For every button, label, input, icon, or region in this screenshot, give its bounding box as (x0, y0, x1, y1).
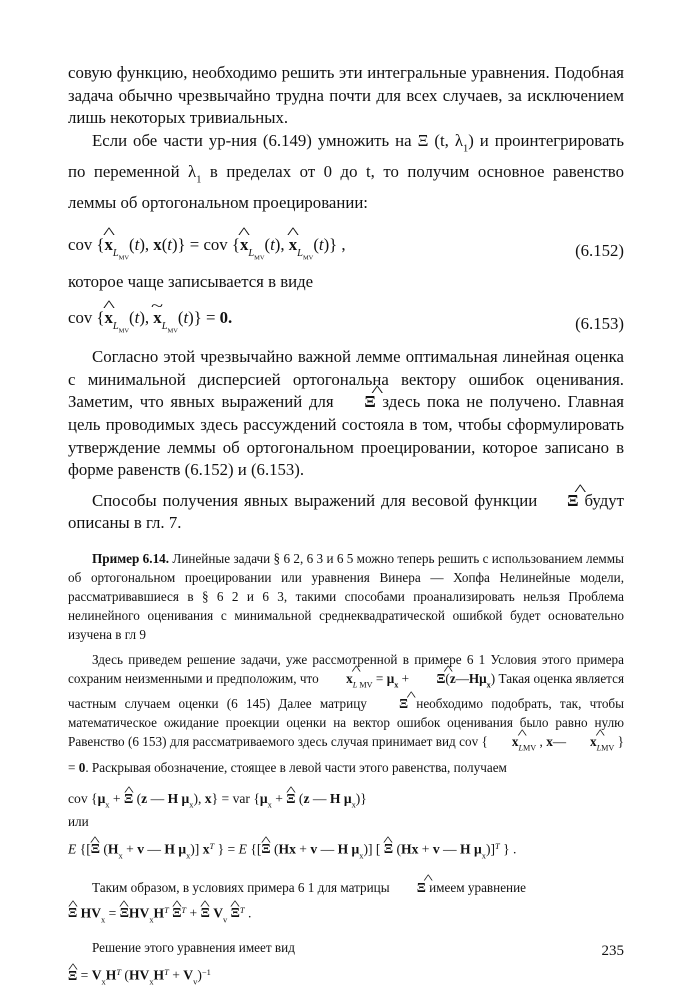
page-number: 235 (601, 943, 624, 959)
page-body (68, 62, 624, 986)
equation-solution: ^ $\Xi = V_xH^T$ $(HV_xH^T + V_v)^{-1}$ (68, 967, 624, 986)
equation-6-152 (68, 235, 624, 261)
paragraph-5: Способы получения явных выражений для весовой функции ^ Ξ будут описаны в гл. 7. (68, 490, 624, 535)
paragraph-4: Согласно этой чрезвычайно важной лемме оптимальная линейная оценка с минимальной дисперсией ортогональна вектору ошибок оценивания. Заметим, что явных выражений для ^ Ξ здесь пока не получено. Главная цель проводимых здесь рассуждений состояла в том, чтобы сформулировать утверждение леммы об ортогональном проецировании, которое записано в форме равенств (6.152) и (6.153). (68, 346, 624, 482)
example-label: Пример 6.14. (92, 550, 170, 566)
equation-6-153 (68, 308, 624, 334)
equation-expectation: E {[^ Ξ ($H_x + v$ — H $\mu_x$)] $x^T$ } = E {[^ Ξ (Hx + v — H $\mu_x$)] [ ^ Ξ (Hx + v — H $\mu_x)]^T$ } . (68, 841, 624, 860)
equation-6-152-number: (6.152) (575, 241, 624, 261)
paragraph-3: которое чаще записывается в виде (68, 272, 314, 292)
example-paragraph: Пример 6.14. Линейные задачи § 6 2, 6 3 и 6 5 можно теперь решить с использованием леммы об ортогональном проецировании или уравнения Винера — Хопфа Нелинейные модели, рассматривавшиеся в § 6 2 и 6 3, такими способами проанализировать нельзя Проблема нелинейного оценивания с минимальной среднеквадратической ошибкой будет основательно изучена в гл 9 (68, 550, 624, 642)
paragraph-matrix-equation: Таким образом, в условиях примера 6 1 для матрицы ^ Ξ имеем уравнение (68, 878, 624, 897)
paragraph-solution: Решение этого уравнения имеет вид (92, 940, 295, 955)
paragraph-1: совую функцию, необходимо решить эти интегральные уравнения. Подобная задача обычно чрезвычайно трудна почти для всех случаев, за исключением лишь некоторых тривиальных. (68, 63, 624, 128)
or-word: или (68, 813, 89, 829)
equation-6-153-number: (6.153) (575, 314, 624, 334)
equation-6-153-body: cov {^ $x_{L_{MV}}(t)$, ~ $x_{L_{MV}}(t)\} = 0$. (68, 308, 232, 334)
example-solution: Здесь приведем решение задачи, уже рассмотренной в примере 6 1 Условия этого примера сохраним неизменными и предположим, что ^ $x_{L MV} = \mu_x$ + ^ $\Xi(z—H\mu_x)$ Такая оценка является частным случаем оценки (6 145) Далее матрицу ^ Ξ необходимо подобрать, так, чтобы математическое ожидание проекции оценки на вектор ошибок оценивания было равно нулю Равенство (6 153) для рассматриваемого здесь случая принимает вид cov {^ $x_{LMV}$ , x—^ $x_{LMV}$ } = 0. Раскрывая обозначение, стоящее в левой части этого равенства, получаем (68, 650, 624, 777)
equation-matrix: ^ Ξ $HV_x$ = ^ $\Xi HV_xH^T$ ^ $\Xi^T$ + ^ Ξ $V_v$ ^ $\Xi^T$ . (68, 905, 624, 924)
equation-cov-expanded: cov {$\mu_x$ + ^ Ξ (z — H $\mu_x$), x} = var {$\mu_x$ + ^ Ξ (z — H $\mu_x$)} (68, 791, 624, 810)
paragraph-2: Если обе части ур-ния (6.149) умножить на Ξ (t, $\lambda_1$) и проинтегрировать по переменной $\lambda_1$ в пределах от 0 до t, то получим основное равенство леммы об ортогональном проецировании: (68, 130, 625, 213)
equation-6-152-body: cov {^ $x_{L_{MV}}(t)$, x(t)} = cov {^ $x_{L_{MV}}(t)$, ^ $x_{L_{MV}}(t)$} , (68, 235, 346, 261)
